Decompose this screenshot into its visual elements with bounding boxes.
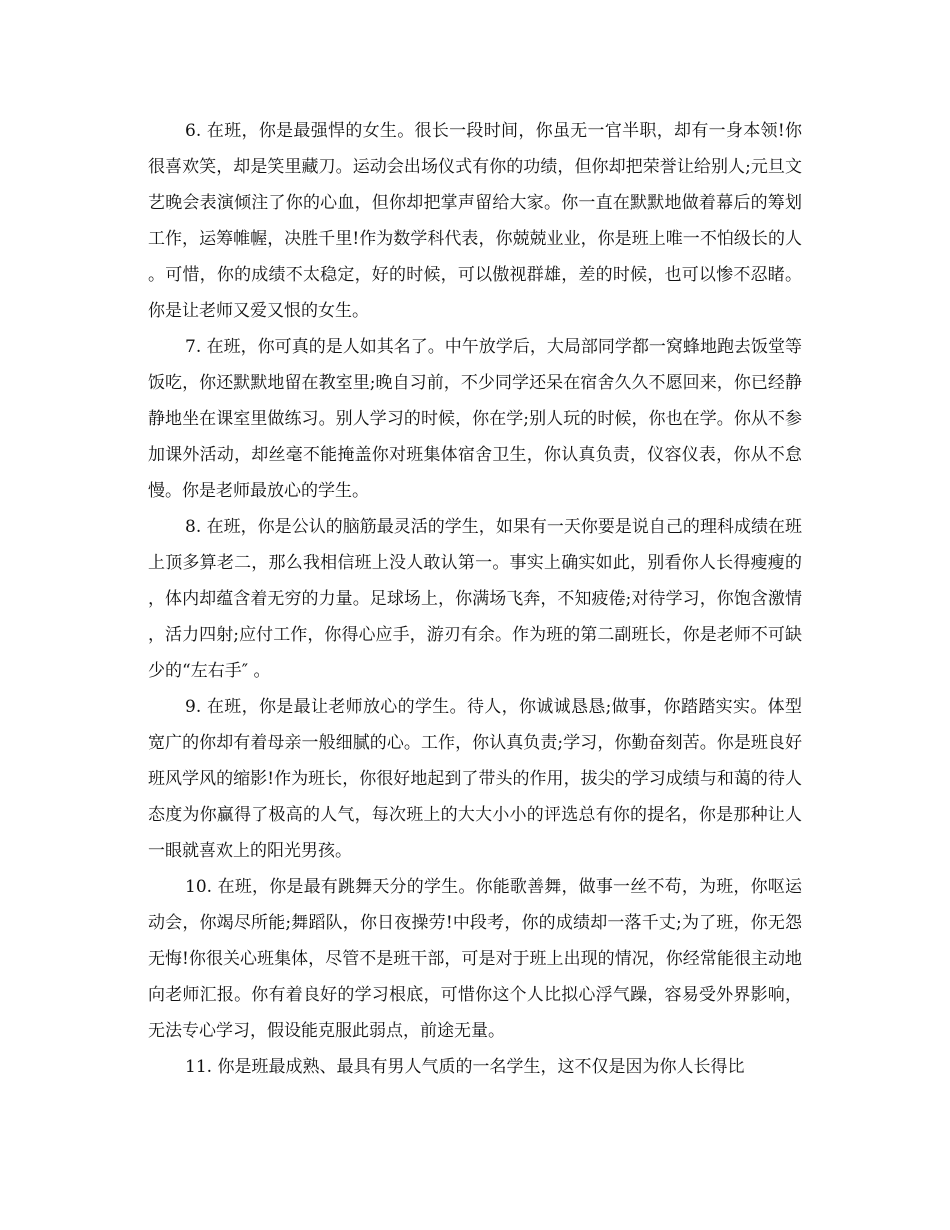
paragraph-10: 10. 在班，你是最有跳舞天分的学生。你能歌善舞，做事一丝不苟，为班，你呕运动会，你竭尽所能;舞蹈队，你日夜操劳!中段考，你的成绩却一落千丈;为了班，你无怨无悔!你很关心班集体，尽管不是班干部，可是对于班上出现的情况，你经常能很主动地向老师汇报。你有着良好的学习根底，可惜你这个人比拟心浮气躁，容易受外界影响，无法专心学习，假设能克服此弱点，前途无量。	[148, 877, 802, 1041]
paragraph-9: 9. 在班，你是最让老师放心的学生。待人，你诚诚恳恳;做事，你踏踏实实。体型宽广的你却有着母亲一般细腻的心。工作，你认真负责;学习，你勤奋刻苦。你是班良好班风学风的缩影!作为班长，你很好地起到了带头的作用，拔尖的学习成绩与和蔼的待人态度为你赢得了极高的人气，每次班上的大大小小的评选总有你的提名，你是那种让人一眼就喜欢上的阳光男孩。	[148, 697, 802, 861]
paragraph-8: 8. 在班，你是公认的脑筋最灵活的学生，如果有一天你要是说自己的理科成绩在班上顶多算老二，那么我相信班上没人敢认第一。事实上确实如此，别看你人长得瘦瘦的，体内却蕴含着无穷的力量。足球场上，你满场飞奔，不知疲倦;对待学习，你饱含激情，活力四射;应付工作，你得心应手，游刃有余。作为班的第二副班长，你是老师不可缺少的“左右手″ 。	[148, 517, 802, 681]
document-page	[148, 113, 802, 1085]
paragraph-11: 11. 你是班最成熟、最具有男人气质的一名学生，这不仅是因为你人长得比	[185, 1057, 745, 1077]
paragraph-6: 6. 在班，你是最强悍的女生。很长一段时间，你虽无一官半职，却有一身本领!你很喜欢笑，却是笑里藏刀。运动会出场仪式有你的功绩，但你却把荣誉让给别人;元旦文艺晚会表演倾注了你的心血，但你却把掌声留给大家。你一直在默默地做着幕后的筹划工作，运筹帷幄，决胜千里!作为数学科代表，你兢兢业业，你是班上唯一不怕级长的人。可惜，你的成绩不太稳定，好的时候，可以傲视群雄，差的时候，也可以惨不忍睹。你是让老师又爱又恨的女生。	[148, 121, 802, 321]
paragraph-7: 7. 在班，你可真的是人如其名了。中午放学后，大局部同学都一窝蜂地跑去饭堂等饭吃，你还默默地留在教室里;晚自习前，不少同学还呆在宿舍久久不愿回来，你已经静静地坐在课室里做练习。别人学习的时候，你在学;别人玩的时候，你也在学。你从不参加课外活动，却丝毫不能掩盖你对班集体宿舍卫生，你认真负责，仪容仪表，你从不怠慢。你是老师最放心的学生。	[148, 337, 802, 501]
